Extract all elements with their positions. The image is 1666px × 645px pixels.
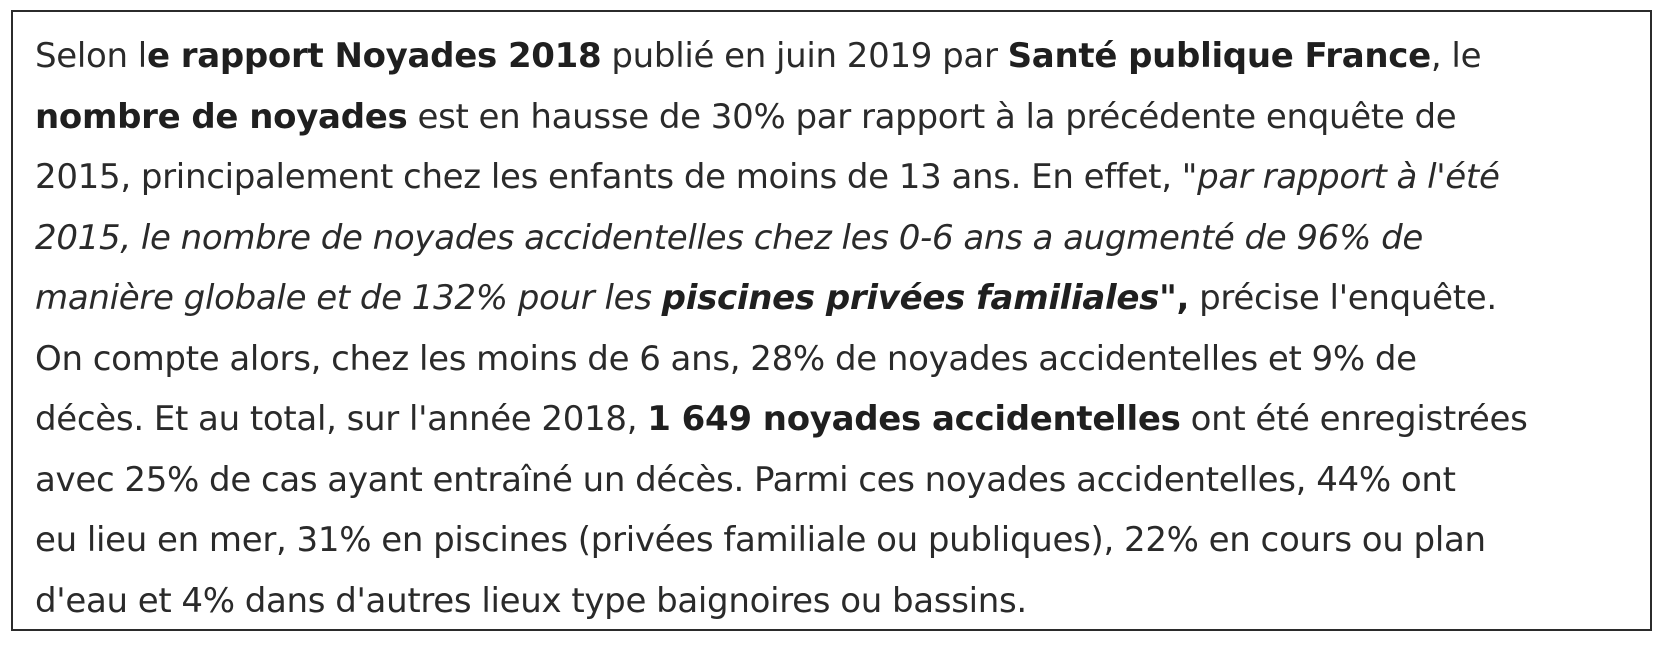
text-segment: publié en juin 2019 par xyxy=(601,36,1008,76)
italic-text-segment: 2015, le nombre de noyades accidentelles chez les 0-6 ans a augmenté de 96% de xyxy=(35,217,1423,258)
text-segment: ont été enregistrées xyxy=(1180,399,1528,439)
text-segment: On compte alors, chez les moins de 6 ans, 28% de noyades accidentelles et 9% de xyxy=(35,338,1417,379)
text-segment: 2015, principalement chez les enfants de moins de 13 ans. En effet, " xyxy=(35,157,1198,197)
italic-text-segment: manière globale et de 132% pour les xyxy=(35,278,662,318)
bold-text-segment: Santé publique France xyxy=(1007,36,1431,76)
paragraph-line xyxy=(35,510,1635,571)
bold-text-segment: 1 649 noyades accidentelles xyxy=(647,399,1181,439)
text-segment: avec 25% de cas ayant entraîné un décès. Parmi ces noyades accidentelles, 44% ont xyxy=(35,459,1456,500)
text-segment: eu lieu en mer, 31% en piscines (privées familiale ou publiques), 22% en cours ou plan xyxy=(35,520,1486,560)
text-segment: précise l'enquête. xyxy=(1189,278,1497,318)
text-segment: , le xyxy=(1430,36,1482,76)
text-segment: décès. Et au total, sur l'année 2018, xyxy=(35,399,648,439)
paragraph-line xyxy=(35,208,1635,269)
paragraph-line xyxy=(35,268,1635,329)
text-box xyxy=(11,10,1652,631)
bold-text-segment: ", xyxy=(1159,278,1190,318)
paragraph-line xyxy=(35,571,1635,632)
text-segment: Selon l xyxy=(35,36,147,76)
article-paragraph xyxy=(35,26,1635,631)
paragraph-line xyxy=(35,87,1635,148)
paragraph-line xyxy=(35,26,1635,87)
italic-text-segment: par rapport à l'été xyxy=(1197,157,1500,197)
text-segment: d'eau et 4% dans d'autres lieux type baignoires ou bassins. xyxy=(35,580,1027,621)
bold-text-segment: e rapport Noyades 2018 xyxy=(146,36,602,76)
bolditalic-text-segment: piscines privées familiales xyxy=(661,278,1160,318)
paragraph-line xyxy=(35,389,1635,450)
text-segment: est en hausse de 30% par rapport à la précédente enquête de xyxy=(407,96,1457,137)
paragraph-line xyxy=(35,147,1635,208)
paragraph-line xyxy=(35,450,1635,511)
bold-text-segment: nombre de noyades xyxy=(35,96,408,137)
paragraph-line xyxy=(35,329,1635,390)
